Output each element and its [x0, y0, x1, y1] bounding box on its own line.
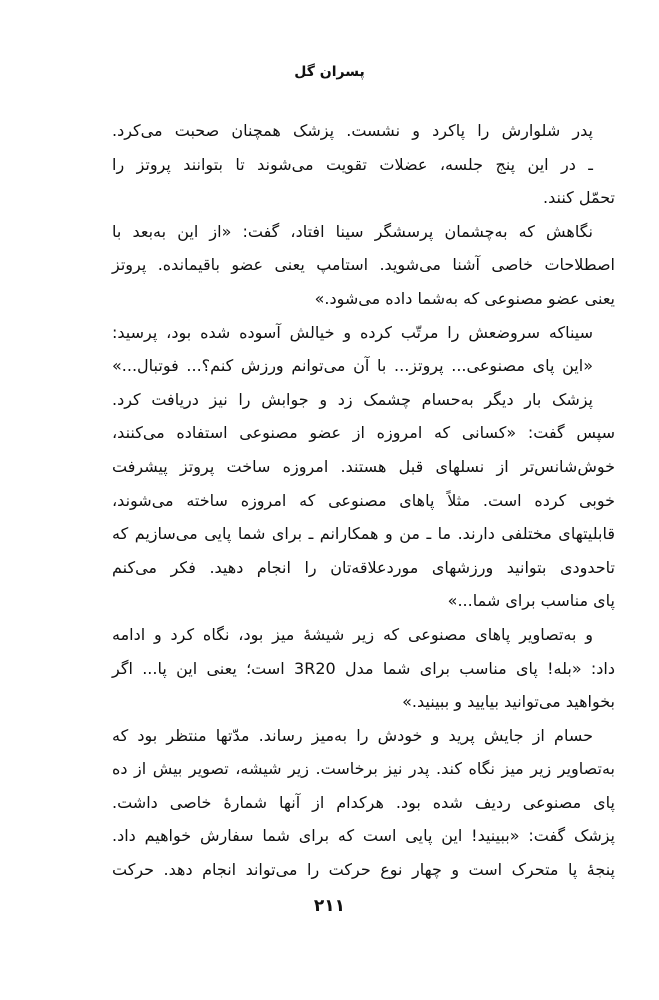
text-line	[112, 652, 615, 686]
running-title: پسران گل	[294, 64, 365, 80]
text-line-content: و به‌تصاویر پاهای مصنوعی که زیر شیشهٔ میز بود، نگاه کرد و ادامه	[112, 624, 593, 644]
text-line	[112, 349, 615, 383]
text-line-content: ـ در این پنج جلسه، عضلات تقویت می‌شوند تا بتوانند پروتز را	[112, 154, 593, 174]
text-line-content: پدر شلوارش را پاکرد و نشست. پزشک همچنان صحبت می‌کرد.	[112, 121, 593, 140]
text-line-content: حسام از جایش پرید و خودش را به‌میز رساند. مدّتها منتظر بود که	[112, 725, 593, 745]
text-line-content: پای مناسب برای شما...»	[447, 591, 615, 611]
text-line-content: پزشک بار دیگر به‌حسام چشمک زد و جوابش را نیز دریافت کرد.	[112, 389, 593, 409]
text-line	[112, 484, 615, 518]
text-line-content: تاحدودی بتوانید ورزشهای موردعلاقه‌تان را انجام دهید. فکر می‌کنم	[112, 557, 615, 577]
text-line	[112, 551, 615, 585]
text-line-content: داد: «بله! پای مناسب برای شما مدل 3R20 است؛ یعنی این پا... اگر	[112, 658, 615, 678]
text-line-content: «این پای مصنوعی... پروتز... با آن می‌توانم ورزش کنم؟... فوتبال...»	[112, 356, 593, 376]
text-line	[112, 383, 615, 417]
text-line	[112, 584, 615, 618]
text-line	[112, 819, 615, 853]
text-line	[112, 752, 615, 786]
text-line	[112, 215, 615, 249]
text-line-content: خوش‌شانس‌تر از نسلهای قبل هستند. امروزه ساخت پروتز پیشرفت	[112, 456, 615, 476]
text-line	[112, 316, 615, 350]
body-text	[112, 114, 615, 887]
text-line	[112, 450, 615, 484]
page-number: ۲۱۱	[313, 896, 346, 916]
text-line	[112, 517, 615, 551]
text-line-content: پنجهٔ پا متحرک است و چهار نوع حرکت را می‌تواند انجام دهد. حرکت	[112, 860, 615, 880]
text-line-content: پزشک گفت: «ببینید! این پایی است که برای شما سفارش خواهیم داد.	[112, 826, 615, 846]
text-line	[112, 114, 615, 148]
text-line	[112, 148, 615, 182]
text-line-content: قابلیتهای مختلفی دارند. ما ـ من و همکارانم ـ برای شما پایی می‌سازیم که	[112, 524, 615, 544]
text-line-content: اصطلاحات خاصی آشنا می‌شوید. استامپ یعنی عضو باقیمانده. پروتز	[112, 255, 615, 275]
text-line-content: سپس گفت: «کسانی که امروزه از عضو مصنوعی استفاده می‌کنند،	[112, 423, 615, 443]
text-line	[112, 853, 615, 887]
text-line	[112, 786, 615, 820]
text-line	[112, 248, 615, 282]
text-line-content: پای مصنوعی ردیف شده بود. هرکدام از آنها شمارهٔ خاصی داشت.	[112, 792, 615, 812]
text-line-content: بخواهید می‌توانید بیایید و ببینید.»	[402, 692, 615, 712]
text-line	[112, 719, 615, 753]
text-line-content: به‌تصاویر زیر میز نگاه کند. پدر نیز برخاست. زیر شیشه، تصویر بیش از ده	[112, 759, 615, 779]
text-line	[112, 181, 615, 215]
text-line-content: خوبی کرده است. مثلاً پاهای مصنوعی که امروزه ساخته می‌شوند،	[112, 490, 615, 510]
text-line-content: تحمّل کنند.	[543, 188, 615, 208]
text-line-content: سیناکه سروضعش را مرتّب کرده و خیالش آسوده شده بود، پرسید:	[112, 322, 593, 342]
text-line	[112, 282, 615, 316]
text-line-content: نگاهش که به‌چشمان پرسشگر سینا افتاد، گفت: «از این به‌بعد با	[112, 221, 593, 241]
text-line	[112, 416, 615, 450]
text-line	[112, 685, 615, 719]
text-line-content: یعنی عضو مصنوعی که به‌شما داده می‌شود.»	[314, 288, 615, 308]
text-line	[112, 618, 615, 652]
